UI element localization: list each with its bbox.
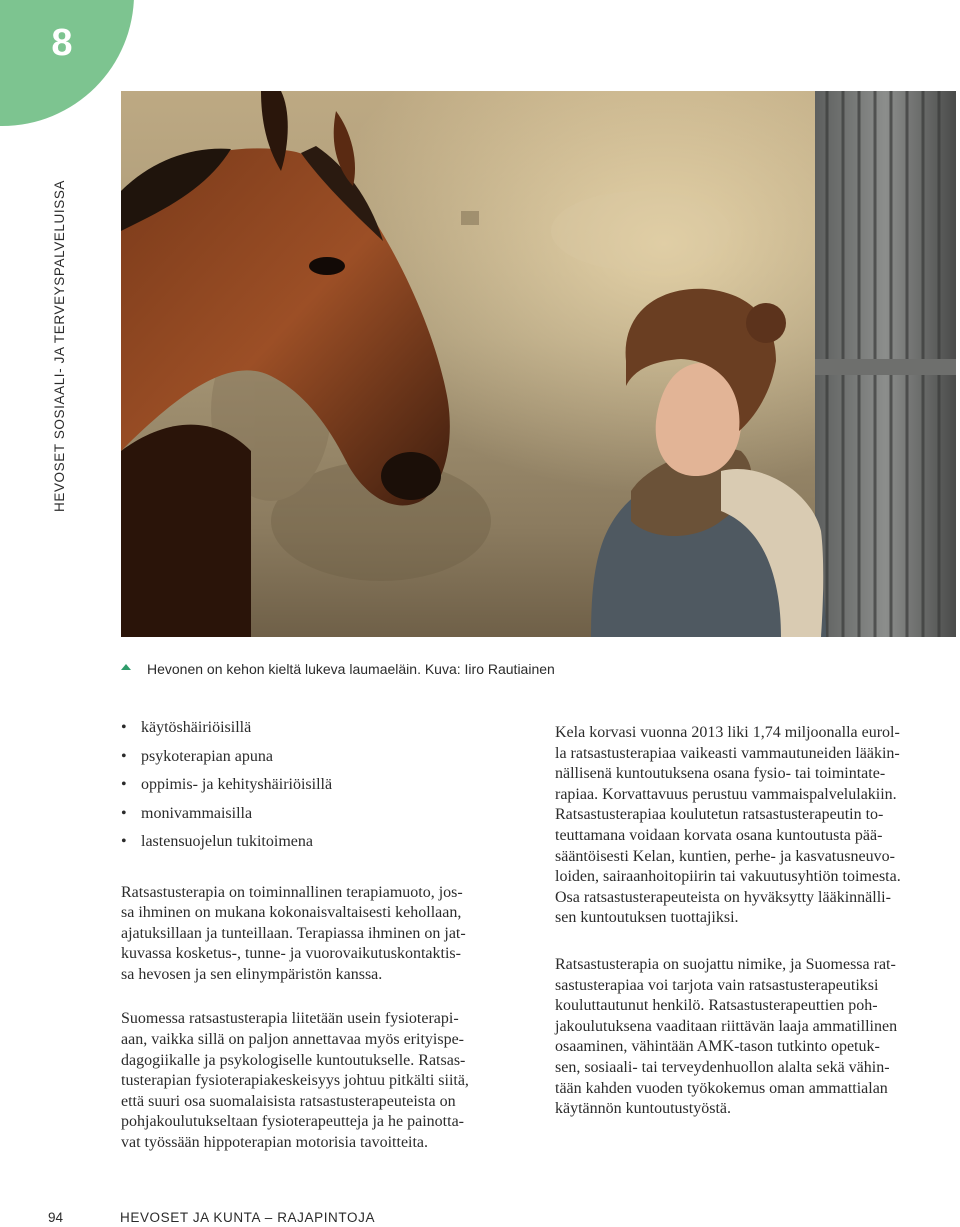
caption-text: Hevonen on kehon kieltä lukeva laumaeläin. Kuva: Iiro Rautiainen [147,661,555,677]
body-paragraph: Kela korvasi vuonna 2013 liki 1,74 miljoonalla eurol- la ratsastusterapiaa vaikeasti vammautuneiden lääkin- nällisenä kuntoutuksena osana fysio- tai toimintate- rapiaa. Korvattavuus perustuu vammaispalvelulakiin. Ratsastusterapiaa koulutetun ratsastusterapeutin to- teuttamana voidaan korvata osana kuntoutusta pää- sääntöisesti Kelan, kuntien, perhe- ja kasvatusneuvo- loiden, sairaanhoitopiirin tai vakuutusyhtiön toimesta. Osa ratsastusterapeuteista on hyväksytty lääkinnälli- sen kuntoutuksen tuottajiksi. [555,724,901,927]
list-item: • psykoterapian apuna [121,743,524,772]
left-text-column [121,714,524,1178]
chapter-number: 8 [51,22,73,64]
bullet-list [121,714,524,857]
chapter-badge [0,0,134,126]
page-footer [48,1210,375,1225]
photo-caption [121,659,555,679]
woman-figure [591,289,826,637]
triangle-up-icon [121,664,131,670]
list-item: • oppimis- ja kehityshäiriöisillä [121,771,524,800]
body-paragraph: Ratsastusterapia on suojattu nimike, ja Suomessa rat- sastusterapiaa voi tarjota vain ratsastusterapeutiksi kouluttautunut henkilö. Ratsastusterapeuttien poh- jakoulutuksena vaaditaan riittävän laaja ammatillinen osaaminen, vähintään AMK-tason tutkinto opetuk- sen, sosiaali- tai terveydenhuollon alalta sekä vähin- tään kahden vuoden työkokemus oman ammattialan käytännön kuntoutustyöstä. [555,955,898,1118]
page-number: 94 [48,1210,64,1225]
horse-and-woman-photo [121,91,956,637]
photo-illustration [121,91,956,637]
right-text-column [555,723,957,1146]
body-paragraph: Ratsastusterapia on toiminnallinen terapiamuoto, jos- sa ihminen on mukana kokonaisvaltaisesti kehollaan, ajatuksillaan ja tunteillaan. Terapiassa ihminen on jat- kuvassa kosketus-, tunne- ja vuorovaikutuskontaktis- sa hevosen ja sen elinympäristön kanssa. [121,883,466,983]
list-item: • käytöshäiriöisillä [121,714,524,743]
side-section-heading: HEVOSET SOSIAALI- JA TERVEYSPALVELUISSA [52,179,67,512]
publication-title: HEVOSET JA KUNTA – RAJAPINTOJA [120,1210,376,1225]
list-item: • lastensuojelun tukitoimena [121,828,524,857]
body-paragraph: Suomessa ratsastusterapia liitetään usein fysioterapi- aan, vaikka sillä on paljon annettavaa myös erityispe- dagogiikalle ja psykologiselle kuntoutukselle. Ratsas- tusterapian fysioterapiakeskeisyys johtuu pitkälti siitä, että suuri osa suomalaisista ratsastusterapeuteista on pohjakoulutukseltaan fysioterapeutteja ja he painotta- vat työssään hippoterapian motorisia tavoitteita. [121,1010,469,1152]
list-item: • monivammaisilla [121,800,524,829]
